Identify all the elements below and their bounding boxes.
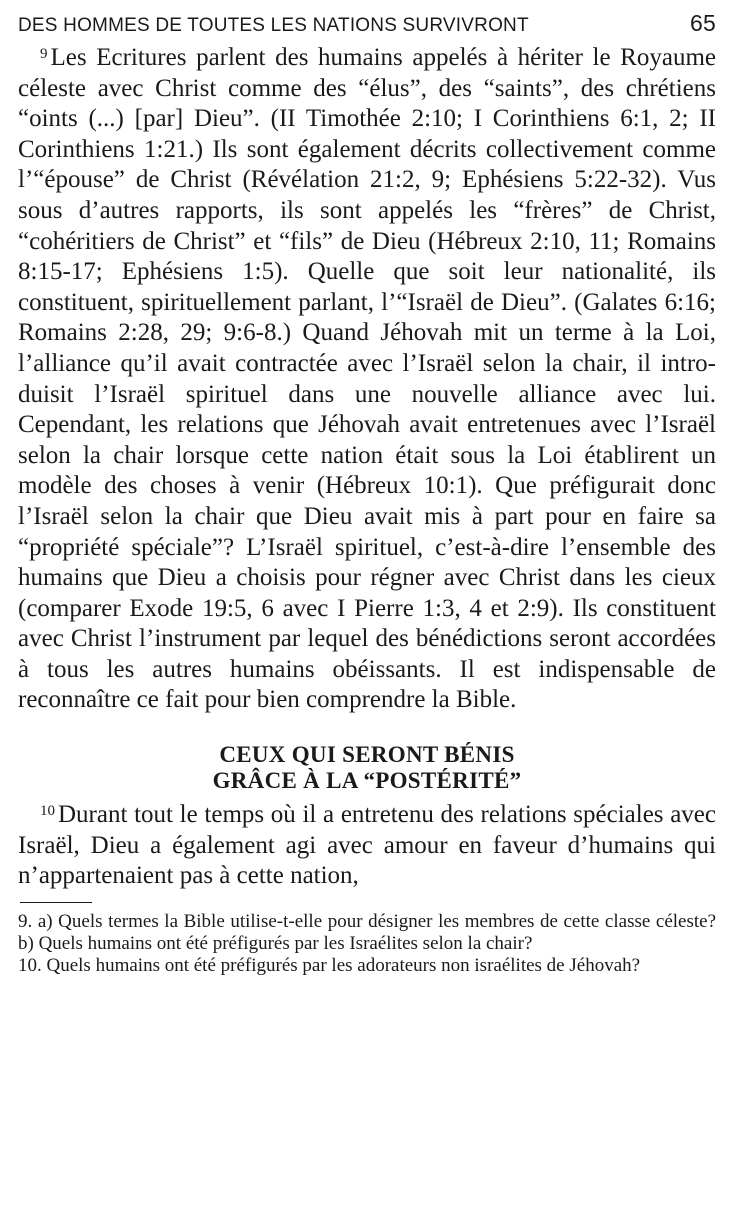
section-subheading xyxy=(18,742,716,794)
running-header xyxy=(18,10,716,37)
paragraph-9 xyxy=(18,43,716,716)
page-number: 65 xyxy=(690,10,716,36)
paragraph-number: 10 xyxy=(40,803,55,820)
study-question-10: 10. Quels humains ont été préfigurés par les adorateurs non israélites de Jéhovah? xyxy=(18,954,641,976)
footnote-divider xyxy=(20,902,92,903)
paragraph-10 xyxy=(18,800,716,892)
subheading-line-2: GRÂCE À LA “POSTÉRITÉ” xyxy=(212,768,522,794)
paragraph-text: Les Ecritures parlent des humains appelés à hériter le Royaume céleste avec Christ comme des “élus”, des “saints”, des chrétiens “oints (...) [par] Dieu”. (II Timothée 2:10; I Corinthiens 6:1, 2; II Corinthiens 1:21.) Ils sont également décrits collectivement comme l’“épouse” de Christ (Révélation 21:2, 9; Ephésiens 5:22-32). Vus sous d’autres rapports, ils sont appelés les “frères” de Christ, “cohéritiers de Christ” et “fils” de Dieu (Hébreux 2:10, 11; Romains 8:15-17; Ephésiens 1:5). Quelle que soit leur nationalité, ils constituent, spirituellement parlant, l’“Israël de Dieu”. (Galates 6:16; Romains 2:28, 29; 9:6-8.) Quand Jéhovah mit un terme à la Loi, l’alliance qu’il avait contractée avec l’Israël selon la chair, il introduisit l’Israël spirituel dans une nouvelle alliance avec lui. Cependant, les relations que Jéhovah avait entretenues avec l’Israël selon la chair lorsque cette nation était sous la Loi établirent un modèle des choses à venir (Hébreux 10:1). Que préfigurait donc l’Israël selon la chair que Dieu avait mis à part pour en faire sa “propriété spéciale”? L’Israël spirituel, c’est-à-dire l’ensemble des humains que Dieu a choisis pour régner avec Christ dans les cieux (comparer Exode 19:5, 6 avec I Pierre 1:3, 4 et 2:9). Ils constituent avec Christ l’instrument par lequel des bénédictions seront accordées à tous les autres humains obéissants. Il est indispensable de reconnaître ce fait pour bien comprendre la Bible. xyxy=(18,44,716,714)
subheading-line-1: CEUX QUI SERONT BÉNIS xyxy=(219,742,515,768)
running-title: DES HOMMES DE TOUTES LES NATIONS SURVIVRONT xyxy=(18,15,529,36)
paragraph-number: 9 xyxy=(40,46,48,62)
paragraph-text: Durant tout le temps où il a entretenu des relations spéciales avec Israël, Dieu a également agi avec amour en faveur d’humains qui n’appartenaient pas à cette nation, xyxy=(18,801,716,890)
study-question-9: 9. a) Quels termes la Bible utilise-t-elle pour désigner les membres de cette classe céleste? b) Quels humains ont été préfigurés par les Israélites selon la chair? xyxy=(18,910,716,954)
book-page xyxy=(18,10,716,977)
